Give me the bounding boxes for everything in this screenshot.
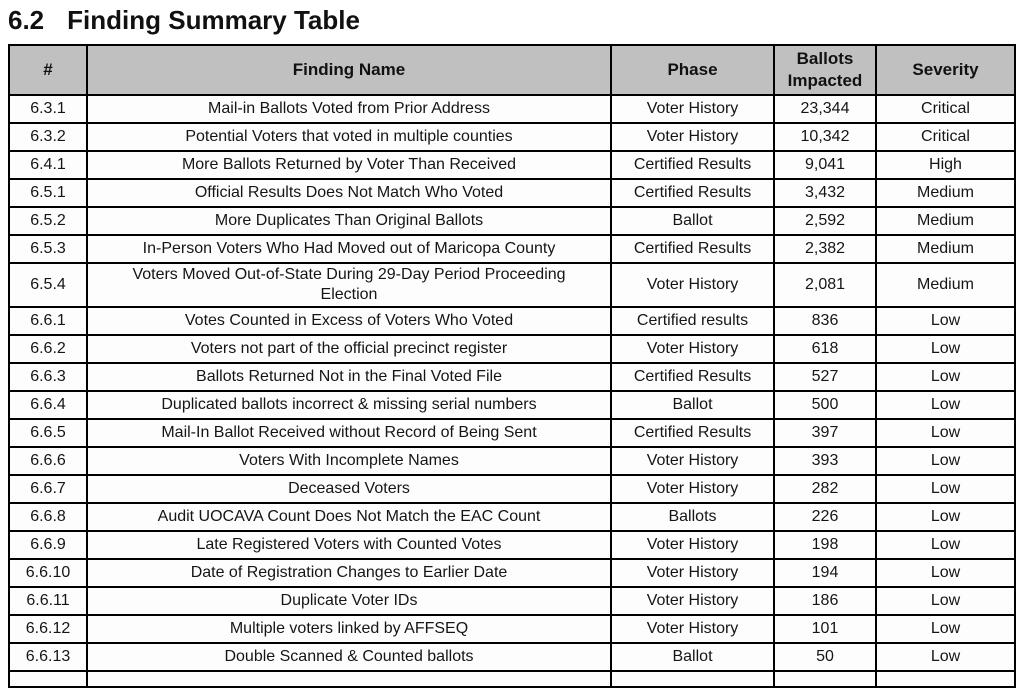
cell-number: 6.6.5 <box>9 419 87 447</box>
cell-number: 6.6.2 <box>9 335 87 363</box>
table-row <box>9 391 1015 419</box>
header-number: # <box>9 45 87 95</box>
section-title-text: Finding Summary Table <box>67 5 360 35</box>
cell-severity: Critical <box>876 95 1015 123</box>
cell-ballots-impacted: 23,344 <box>774 95 876 123</box>
cell-phase: Certified Results <box>611 151 774 179</box>
cell-ballots-impacted: 3,432 <box>774 179 876 207</box>
cell-ballots-impacted: 101 <box>774 615 876 643</box>
cell-severity: Low <box>876 363 1015 391</box>
table-row <box>9 263 1015 307</box>
cell-phase: Voter History <box>611 559 774 587</box>
cell-finding-name: Official Results Does Not Match Who Voted <box>87 179 611 207</box>
table-row-clipped <box>9 671 1015 687</box>
cell-ballots-impacted: 2,382 <box>774 235 876 263</box>
cell-finding-name: Duplicated ballots incorrect & missing serial numbers <box>87 391 611 419</box>
cell-ballots-impacted: 186 <box>774 587 876 615</box>
cell-severity: Medium <box>876 263 1015 307</box>
table-row <box>9 475 1015 503</box>
cell-number: 6.6.1 <box>9 307 87 335</box>
cell-phase: Voter History <box>611 123 774 151</box>
cell-ballots-impacted: 2,592 <box>774 207 876 235</box>
cell-finding-name: Duplicate Voter IDs <box>87 587 611 615</box>
cell-phase: Ballot <box>611 207 774 235</box>
cell-finding-name: Ballots Returned Not in the Final Voted File <box>87 363 611 391</box>
cell-severity: High <box>876 151 1015 179</box>
cell-ballots-impacted: 397 <box>774 419 876 447</box>
cell-phase: Voter History <box>611 447 774 475</box>
cell-number: 6.4.1 <box>9 151 87 179</box>
table-body <box>9 95 1015 687</box>
cell-phase: Voter History <box>611 95 774 123</box>
cell-phase: Certified Results <box>611 363 774 391</box>
table-row <box>9 363 1015 391</box>
cell-finding-name: Late Registered Voters with Counted Votes <box>87 531 611 559</box>
cell-number: 6.6.7 <box>9 475 87 503</box>
cell-ballots-impacted: 50 <box>774 643 876 671</box>
cell-severity: Medium <box>876 235 1015 263</box>
cell-finding-name: Voters Moved Out-of-State During 29-Day Period Proceeding Election <box>87 263 611 307</box>
cell-phase: Voter History <box>611 587 774 615</box>
cell-finding-name: Votes Counted in Excess of Voters Who Voted <box>87 307 611 335</box>
table-row <box>9 615 1015 643</box>
cell-finding-name: Voters not part of the official precinct register <box>87 335 611 363</box>
table-row <box>9 503 1015 531</box>
cell-ballots-impacted <box>774 671 876 687</box>
cell-finding-name: Potential Voters that voted in multiple counties <box>87 123 611 151</box>
cell-number: 6.5.2 <box>9 207 87 235</box>
cell-finding-name: Multiple voters linked by AFFSEQ <box>87 615 611 643</box>
cell-severity: Low <box>876 391 1015 419</box>
cell-finding-name: In-Person Voters Who Had Moved out of Maricopa County <box>87 235 611 263</box>
table-row <box>9 643 1015 671</box>
cell-severity: Medium <box>876 179 1015 207</box>
header-row <box>9 45 1015 95</box>
table-row <box>9 307 1015 335</box>
cell-number: 6.6.13 <box>9 643 87 671</box>
header-severity: Severity <box>876 45 1015 95</box>
cell-number: 6.6.10 <box>9 559 87 587</box>
table-row <box>9 123 1015 151</box>
cell-finding-name: More Duplicates Than Original Ballots <box>87 207 611 235</box>
cell-finding-name <box>87 671 611 687</box>
finding-summary-table <box>8 44 1016 688</box>
cell-severity: Low <box>876 447 1015 475</box>
cell-phase: Voter History <box>611 531 774 559</box>
table-row <box>9 235 1015 263</box>
cell-severity: Low <box>876 419 1015 447</box>
cell-ballots-impacted: 282 <box>774 475 876 503</box>
section-number: 6.2 <box>8 5 45 35</box>
cell-ballots-impacted: 618 <box>774 335 876 363</box>
cell-ballots-impacted: 393 <box>774 447 876 475</box>
cell-number: 6.6.8 <box>9 503 87 531</box>
cell-severity: Low <box>876 307 1015 335</box>
cell-severity: Low <box>876 587 1015 615</box>
cell-number <box>9 671 87 687</box>
table-row <box>9 95 1015 123</box>
cell-ballots-impacted: 198 <box>774 531 876 559</box>
cell-ballots-impacted: 194 <box>774 559 876 587</box>
cell-finding-name: Date of Registration Changes to Earlier Date <box>87 559 611 587</box>
cell-number: 6.3.2 <box>9 123 87 151</box>
table-row <box>9 151 1015 179</box>
cell-finding-name: Mail-In Ballot Received without Record of Being Sent <box>87 419 611 447</box>
table-row <box>9 207 1015 235</box>
cell-ballots-impacted: 527 <box>774 363 876 391</box>
cell-phase: Ballot <box>611 391 774 419</box>
cell-severity: Medium <box>876 207 1015 235</box>
cell-phase: Certified Results <box>611 179 774 207</box>
table-row <box>9 335 1015 363</box>
cell-severity: Low <box>876 531 1015 559</box>
cell-ballots-impacted: 226 <box>774 503 876 531</box>
cell-phase: Ballot <box>611 643 774 671</box>
cell-severity: Critical <box>876 123 1015 151</box>
cell-number: 6.5.3 <box>9 235 87 263</box>
cell-phase: Certified results <box>611 307 774 335</box>
cell-number: 6.5.4 <box>9 263 87 307</box>
section-title <box>8 5 1024 36</box>
cell-phase: Voter History <box>611 615 774 643</box>
cell-ballots-impacted: 9,041 <box>774 151 876 179</box>
header-phase: Phase <box>611 45 774 95</box>
cell-number: 6.6.11 <box>9 587 87 615</box>
cell-finding-name: Double Scanned & Counted ballots <box>87 643 611 671</box>
table-row <box>9 587 1015 615</box>
cell-ballots-impacted: 10,342 <box>774 123 876 151</box>
cell-finding-name: Mail-in Ballots Voted from Prior Address <box>87 95 611 123</box>
cell-number: 6.6.12 <box>9 615 87 643</box>
header-ballots-impacted: Ballots Impacted <box>774 45 876 95</box>
cell-phase <box>611 671 774 687</box>
cell-phase: Voter History <box>611 335 774 363</box>
header-finding-name: Finding Name <box>87 45 611 95</box>
cell-phase: Ballots <box>611 503 774 531</box>
cell-severity: Low <box>876 475 1015 503</box>
cell-ballots-impacted: 500 <box>774 391 876 419</box>
table-row <box>9 559 1015 587</box>
cell-number: 6.3.1 <box>9 95 87 123</box>
table-row <box>9 447 1015 475</box>
cell-ballots-impacted: 2,081 <box>774 263 876 307</box>
table-header <box>9 45 1015 95</box>
cell-phase: Certified Results <box>611 235 774 263</box>
cell-severity: Low <box>876 615 1015 643</box>
cell-number: 6.6.6 <box>9 447 87 475</box>
cell-phase: Certified Results <box>611 419 774 447</box>
cell-number: 6.6.9 <box>9 531 87 559</box>
cell-severity: Low <box>876 643 1015 671</box>
cell-finding-name: More Ballots Returned by Voter Than Received <box>87 151 611 179</box>
table-row <box>9 531 1015 559</box>
cell-severity: Low <box>876 559 1015 587</box>
cell-number: 6.6.3 <box>9 363 87 391</box>
cell-severity <box>876 671 1015 687</box>
cell-phase: Voter History <box>611 263 774 307</box>
cell-phase: Voter History <box>611 475 774 503</box>
cell-severity: Low <box>876 503 1015 531</box>
cell-number: 6.5.1 <box>9 179 87 207</box>
cell-finding-name: Audit UOCAVA Count Does Not Match the EAC Count <box>87 503 611 531</box>
cell-finding-name: Voters With Incomplete Names <box>87 447 611 475</box>
cell-ballots-impacted: 836 <box>774 307 876 335</box>
cell-number: 6.6.4 <box>9 391 87 419</box>
table-row <box>9 419 1015 447</box>
cell-finding-name: Deceased Voters <box>87 475 611 503</box>
table-row <box>9 179 1015 207</box>
cell-severity: Low <box>876 335 1015 363</box>
